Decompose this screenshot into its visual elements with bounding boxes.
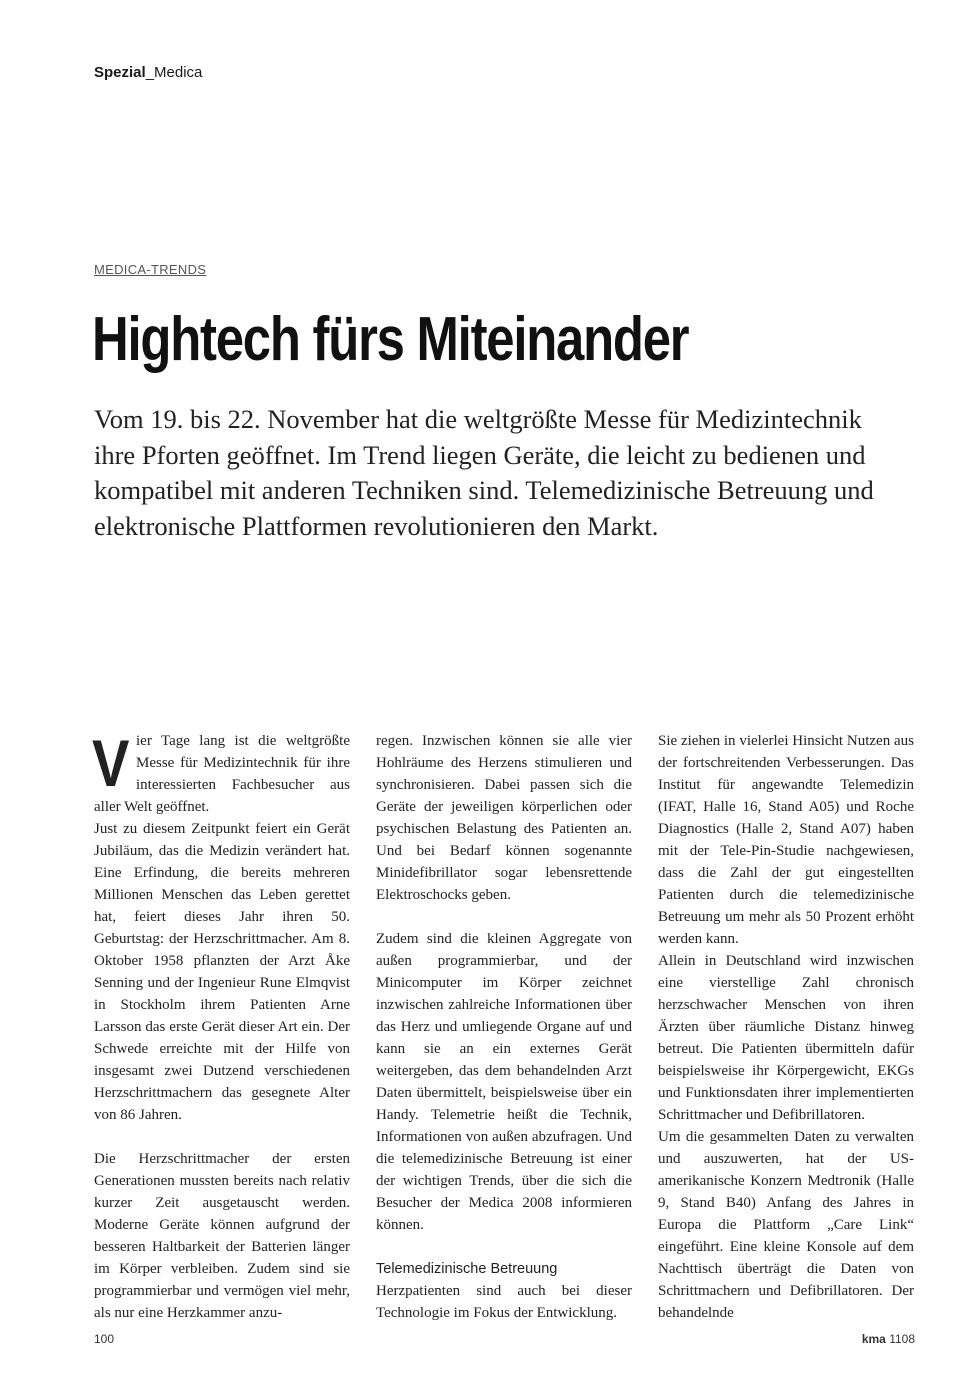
body-column-2 [376, 730, 632, 1324]
col3-paragraph-2: Allein in Deutschland wird inzwischen eine vierstellige Zahl chronisch herzschwacher Menschen von ihren Ärzten über räumliche Distanz hinweg betreut. Die Patienten übermitteln dafür beispielsweise ihr Körpergewicht, EKGs und Funktionsdaten ihrer implementierten Schrittmacher und Defibrillatoren. [658, 953, 914, 1123]
col1-paragraph-3: Die Herzschrittmacher der ersten Generationen mussten bereits nach relativ kurzer Zeit ausgetauscht werden. Moderne Geräte können aufgrund der besseren Haltbarkeit der Batterien länger im Körper verbleiben. Zudem sind sie programmierbar und vermögen viel mehr, als nur eine Herzkammer anzu- [94, 1151, 350, 1321]
body-column-1 [92, 726, 350, 1324]
section-separator: _ [145, 64, 155, 81]
brand-logo: kma [861, 1332, 886, 1346]
issue-number: 1108 [889, 1332, 915, 1346]
col3-paragraph-1: Sie ziehen in vielerlei Hinsicht Nutzen aus der fortschreitenden Verbesserungen. Das Institut für angewandte Telemedizin (IFAT, Halle 16, Stand A05) und Roche Diagnostics (Halle 2, Stand A07) haben mit der Tele-Pin-Studie nachgewiesen, dass die Zahl der gut eingestellten Patienten durch die telemedizinische Betreuung um mehr als 50 Prozent erhöht werden kann. [658, 733, 914, 947]
section-name: Spezial [94, 64, 146, 81]
col3-paragraph-3: Um die gesammelten Daten zu verwalten und auszuwerten, hat der US-amerikanische Konzern Medtronik (Halle 9, Stand B40) Anfang des Jahres in Europa die Plattform „Care Link“ eingeführt. Eine kleine Konsole auf dem Nachttisch überträgt die Daten von Schrittmachern und Defibrillatoren. Der behandelnde [658, 1129, 914, 1321]
col1-paragraph-1: ier Tage lang ist die weltgrößte Messe für Medizintechnik für ihre interessierten Fachbesucher aus aller Welt geöffnet. [94, 733, 350, 815]
lead-paragraph: Vom 19. bis 22. November hat die weltgrößte Messe für Medizintechnik ihre Pforten geöffnet. Im Trend liegen Geräte, die leicht zu bedienen und kompatibel mit anderen Techniken sind. Telemedizinische Betreuung und elektronische Plattformen revolutionieren den Markt. [94, 404, 874, 541]
subheading: Telemedizinische Betreuung [376, 1261, 558, 1277]
page-number: 100 [94, 1332, 115, 1346]
section-tag [94, 64, 202, 81]
col2-paragraph-2: Zudem sind die kleinen Aggregate von außen programmierbar, und der Minicomputer im Körper zeichnet inzwischen zahlreiche Informationen über das Herz und umliegende Organe auf und kann sie an ein externes Gerät weitergeben, das dem behandelnden Arzt Daten übermittelt, beispielsweise über ein Handy. Telemetrie heißt die Technik, Informationen von außen abzufragen. Und die telemedizinische Betreuung ist einer der wichtigen Trends, über die sich die Besucher der Medica 2008 informieren können. [376, 931, 632, 1233]
subsection-name: Medica [154, 64, 203, 81]
headline: Hightech fürs Miteinander [92, 305, 689, 374]
col2-paragraph-3: Herzpatienten sind auch bei dieser Technologie im Fokus der Entwicklung. [376, 1283, 632, 1321]
issue-footer [862, 1332, 915, 1346]
col1-paragraph-2: Just zu diesem Zeitpunkt feiert ein Gerät Jubiläum, das die Medizin verändert hat. Eine Erfindung, die bereits mehreren Millionen Menschen das Leben gerettet hat, feiert dieses Jahr ihren 50. Geburtstag: der Herzschrittmacher. Am 8. Oktober 1958 pflanzten der Arzt Åke Senning und der Ingenieur Rune Elmqvist in Stockholm ihrem Patienten Arne Larsson das erste Gerät dieser Art ein. Der Schwede erreichte mit der Hilfe von insgesamt zwei Dutzend verschiedenen Herzschrittmachern das gesegnete Alter von 86 Jahren. [94, 821, 350, 1123]
dropcap: V [92, 726, 130, 800]
kicker: MEDICA-TRENDS [94, 262, 207, 277]
col2-paragraph-1: regen. Inzwischen können sie alle vier Hohlräume des Herzens stimulieren und synchronisieren. Dabei passen sich die Geräte der jeweiligen körperlichen oder psychischen Belastung des Patienten an. Und bei Bedarf können sogenannte Minidefibrillator sogar lebensrettende Elektroschocks geben. [376, 733, 632, 903]
body-column-3 [658, 730, 914, 1324]
